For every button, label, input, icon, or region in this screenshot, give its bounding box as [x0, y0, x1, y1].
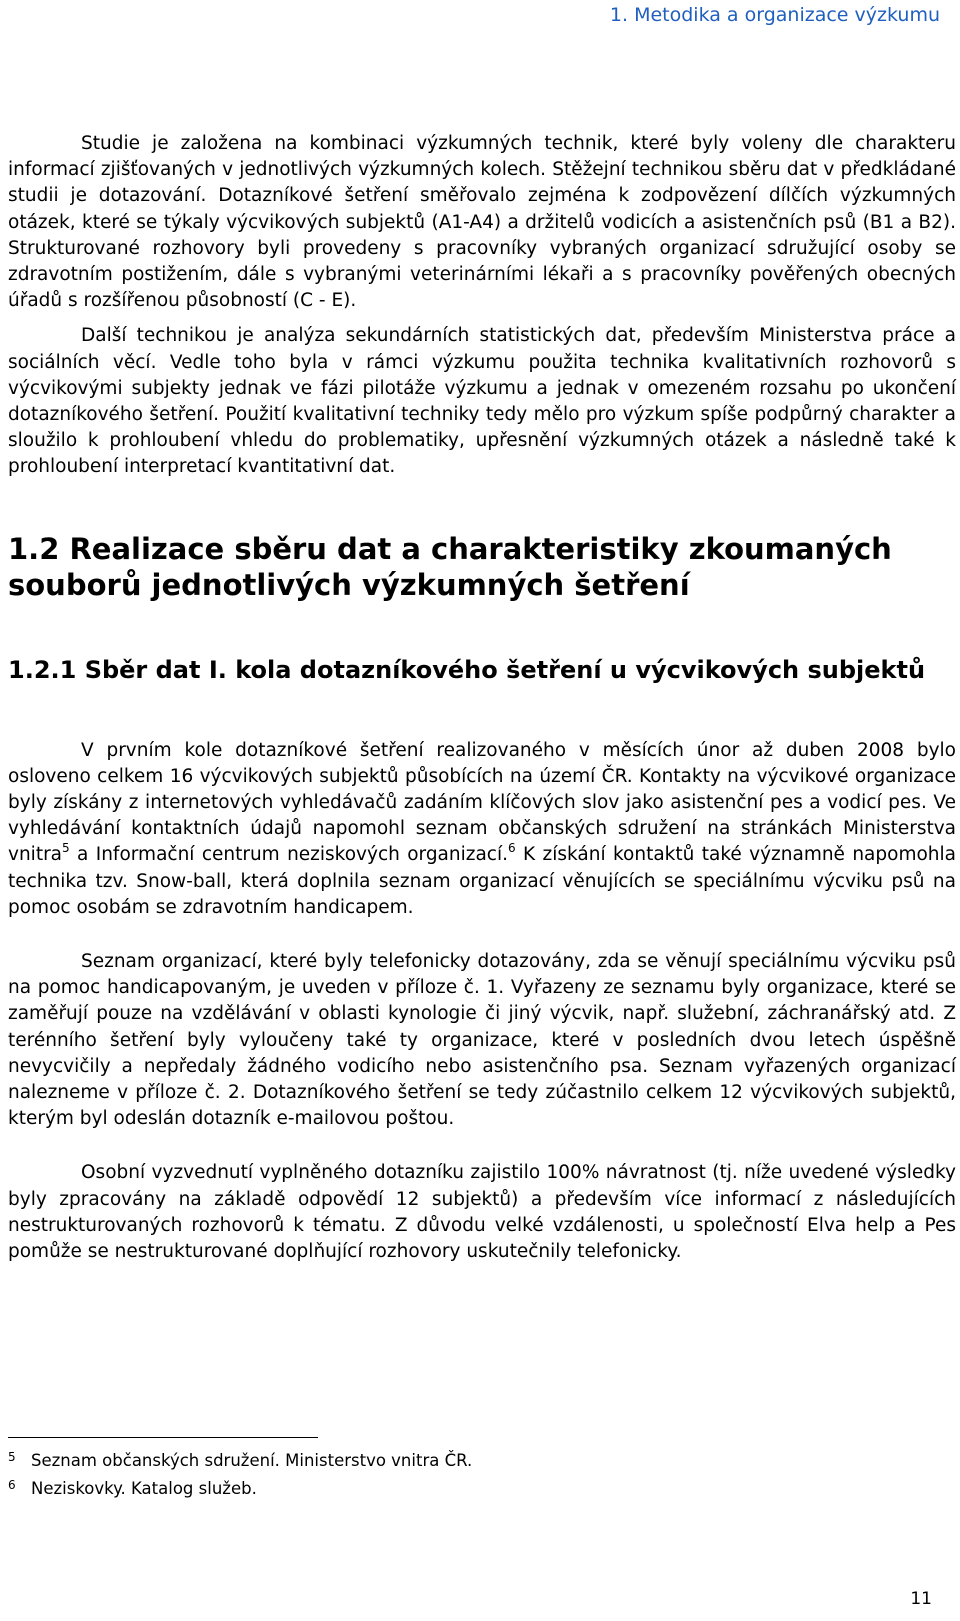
footnote-number: 5 [8, 1450, 16, 1464]
paragraph-methods-intro: Studie je založena na kombinaci výzkumných technik, které byly voleny dle charakteru informací zjišťovaných v jednotlivých výzkumných kolech. Stěžejní technikou sběru dat v předkládané studii je dotazování. Dotazníkové šetření směřovalo zejména k zodpovězení dílčích výzkumných otázek, které se týkaly výcvikových subjektů (A1-A4) a držitelů vodicích a asistenčních psů (B1 a B2). Strukturované rozhovory byli provedeny s pracovníky vybraných organizací sdružující osoby se zdravotním postižením, dále s vybranými veterinárními lékaři a s pracovníky pověřených obecných úřadů s rozšířenou působností (C - E). [8, 133, 956, 312]
footnote-item [8, 1475, 908, 1503]
paragraph-text-part: a Informační centrum neziskových organizací. [69, 844, 508, 866]
paragraph-secondary-analysis: Další technikou je analýza sekundárních statistických dat, především Ministerstva práce a sociálních věcí. Vedle toho byla v rámci výzkumu použita technika kvalitativních rozhovorů s výcvikovými subjekty jednak ve fázi pilotáže výzkumu a jednak v omezeném rozsahu po ukončení dotazníkového šetření. Použití kvalitativní techniky tedy mělo pro výzkum spíše podpůrný charakter a sloužilo k prohloubení vhledu do problematiky, upřesnění výzkumných otázek a následně také k prohloubení interpretací kvantitativní dat. [8, 325, 956, 478]
subsection-heading: 1.2.1 Sběr dat I. kola dotazníkového šetření u výcvikových subjektů [8, 655, 926, 684]
paragraph-first-round [8, 738, 956, 921]
footnote-text: Neziskovky. Katalog služeb. [31, 1479, 257, 1498]
section-heading: 1.2 Realizace sběru dat a charakteristiky zkoumaných souborů jednotlivých výzkumných šetření [8, 531, 892, 602]
footnote-separator [8, 1437, 318, 1438]
footnote-item [8, 1447, 908, 1475]
running-header: 1. Metodika a organizace výzkumu [609, 4, 940, 26]
document-body [8, 131, 956, 1265]
page-number: 11 [910, 1589, 932, 1609]
paragraph-text-part: K získání kontaktů také významně napomohla technika tzv. Snow-ball, která doplnila seznam organizací věnujících se speciálnímu výcviku psů na pomoc osobám se zdravotním handicapem. [8, 844, 956, 918]
paragraph-text-part: V prvním kole dotazníkové šetření realizovaného v měsících únor až duben 2008 bylo osloveno celkem 16 výcvikových subjektů působících na území ČR. Kontakty na výcvikové organizace byly získány z internetových vyhledávačů zadáním klíčových slov jako asistenční pes a vodicí pes. Ve vyhledávání kontaktních údajů napomohl seznam občanských sdružení na stránkách Ministerstva vnitra [8, 739, 956, 866]
footnote-text: Seznam občanských sdružení. Ministerstvo vnitra ČR. [31, 1451, 473, 1470]
footnotes [8, 1447, 908, 1503]
paragraph-organizations-list: Seznam organizací, které byly telefonicky dotazovány, zda se věnují speciálnímu výcviku psů na pomoc handicapovaným, je uveden v příloze č. 1. Vyřazeny ze seznamu byly organizace, které se zaměřují pouze na vzdělávání v oblasti kynologie či jiný výcvik, např. služební, záchranářský atd. Z terénního šetření byly vyloučeny také ty organizace, které v posledních dvou letech úspěšně nevycvičily a nepředaly žádného vodicího nebo asistenčního psa. Seznam vyřazených organizací nalezneme v příloze č. 2. Dotazníkového šetření se tedy zúčastnilo celkem 12 výcvikových subjektů, kterým byl odeslán dotazník e-mailovou poštou. [8, 951, 956, 1130]
paragraph-return-rate: Osobní vyzvednutí vyplněného dotazníku zajistilo 100% návratnost (tj. níže uvedené výsledky byly zpracovány na základě odpovědí 12 subjektů) a především více informací z následujících nestrukturovaných rozhovorů k tématu. Z důvodu velké vzdálenosti, u společností Elva help a Pes pomůže se nestrukturované doplňující rozhovory uskutečnily telefonicky. [8, 1162, 956, 1263]
footnote-ref-6[interactable]: 6 [508, 841, 516, 856]
footnote-number: 6 [8, 1478, 16, 1492]
footnote-ref-5[interactable]: 5 [62, 841, 70, 856]
